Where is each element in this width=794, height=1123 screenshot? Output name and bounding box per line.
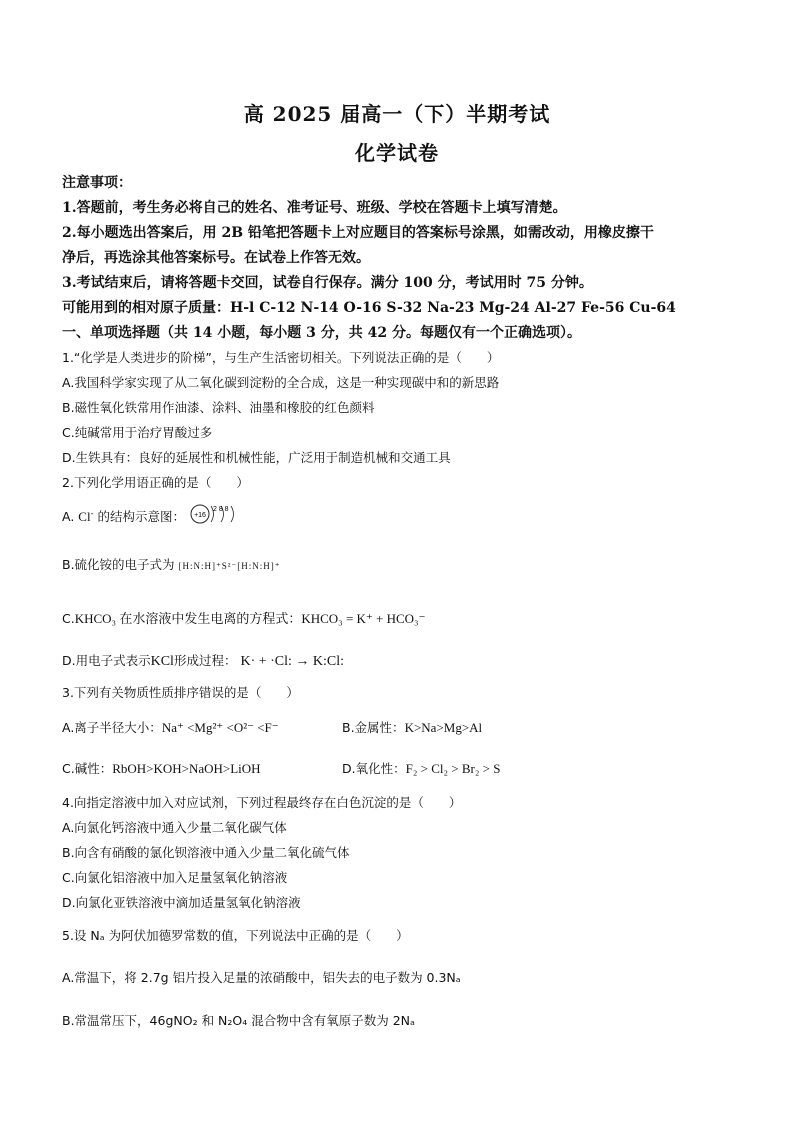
q3-c-value: RbOH>KOH>NaOH>LiOH — [112, 761, 261, 776]
q2-c-prefix: C. — [62, 611, 75, 626]
q3-option-d — [342, 760, 500, 778]
q3-b-label: B.金属性： — [342, 720, 405, 735]
q2-c-equation: KHCO₃ 在水溶液中发生电离的方程式：KHCO₃ = K⁺ + HCO₃⁻ — [74, 611, 426, 626]
q1-option-a: A.我国科学家实现了从二氧化碳到淀粉的全合成，这是一种实现碳中和的新思路 — [62, 375, 500, 390]
q3-d-label: D.氧化性： — [342, 761, 406, 776]
q4-option-d: D.向氯化亚铁溶液中滴加适量氢氧化钠溶液 — [62, 895, 301, 910]
ammonium-sulfide-electron-formula: [H:N:H]⁺S²⁻[H:N:H]⁺ — [178, 561, 281, 571]
q2-d-kcl: KCl — [150, 654, 174, 669]
notice-item-2-cont: 净后，再选涂其他答案标号。在试卷上作答无效。 — [62, 250, 370, 266]
electron-shells: 2 8 8 — [212, 506, 229, 513]
q5-stem: 5.设 Nₐ 为阿伏加德罗常数的值，下列说法中正确的是（ ） — [62, 928, 409, 943]
q3-option-b — [342, 719, 482, 737]
q2-d-prefix: D.用电子式表示 — [62, 653, 151, 668]
q4-option-c: C.向氯化铝溶液中加入足量氢氧化钠溶液 — [62, 870, 288, 885]
q3-option-a — [62, 719, 279, 737]
q5-option-a: A.常温下，将 2.7g 铝片投入足量的浓硝酸中，铝失去的电子数为 0.3Nₐ — [62, 970, 461, 985]
cl-ion-structure-diagram — [189, 503, 259, 532]
q2-option-c — [62, 610, 425, 628]
section-1-heading: 一、单项选择题（共 14 小题，每小题 3 分，共 42 分。每题仅有一个正确选项）。 — [62, 325, 581, 341]
exam-title: 高 2025 届高一（下）半期考试 — [243, 102, 551, 126]
q2-a-charge: - — [90, 508, 94, 518]
q2-option-a — [62, 503, 259, 532]
q3-b-value: K>Na>Mg>Al — [404, 720, 483, 735]
nucleus-charge: +16 — [194, 512, 206, 519]
q4-option-a: A.向氯化钙溶液中通入少量二氧化碳气体 — [62, 820, 287, 835]
notice-item-1: 1.答题前，考生务必将自己的姓名、准考证号、班级、学校在答题卡上填写清楚。 — [62, 200, 567, 216]
q1-option-c: C.纯碱常用于治疗胃酸过多 — [62, 425, 213, 440]
q2-b-text: B.硫化铵的电子式为 — [62, 557, 175, 572]
q3-option-c — [62, 760, 261, 778]
q3-a-value: Na⁺ <Mg²⁺ <O²⁻ <F⁻ — [161, 720, 279, 735]
q1-option-d: D.生铁具有：良好的延展性和机械性能，广泛用于制造机械和交通工具 — [62, 450, 451, 465]
notice-heading: 注意事项： — [62, 175, 132, 191]
q2-a-text: 的结构示意图： — [97, 509, 185, 524]
q3-c-label: C.碱性： — [62, 761, 113, 776]
q2-stem: 2.下列化学用语正确的是（ ） — [62, 475, 249, 490]
q5-option-b: B.常温常压下，46gNO₂ 和 N₂O₄ 混合物中含有氧原子数为 2Nₐ — [62, 1013, 415, 1028]
kcl-formation-process: K· + ·Cl: → K:Cl: — [240, 654, 345, 669]
notice-item-2: 2.每小题选出答案后，用 2B 铅笔把答题卡上对应题目的答案标号涂黑，如需改动，用橡皮擦干 — [62, 225, 654, 241]
atomic-mass-line: 可能用到的相对原子质量：H-l C-12 N-14 O-16 S-32 Na-23 Mg-24 Al-27 Fe-56 Cu-64 — [62, 300, 676, 316]
q3-stem: 3.下列有关物质性质排序错误的是（ ） — [62, 685, 299, 700]
q3-a-label: A.离子半径大小： — [62, 720, 162, 735]
q2-a-prefix: A. — [62, 509, 75, 524]
q4-option-b: B.向含有硝酸的氯化钡溶液中通入少量二氧化硫气体 — [62, 845, 350, 860]
notice-item-3: 3.考试结束后，请将答题卡交回，试卷自行保存。满分 100 分，考试用时 75 分钟。 — [62, 275, 593, 291]
q2-option-b — [62, 556, 281, 575]
q1-option-b: B.磁性氧化铁常用作油漆、涂料、油墨和橡胶的红色颜料 — [62, 400, 375, 415]
q2-a-ion: Cl — [78, 509, 91, 524]
q3-d-value: F₂ > Cl₂ > Br₂ > S — [405, 761, 501, 776]
q4-stem: 4.向指定溶液中加入对应试剂，下列过程最终存在白色沉淀的是（ ） — [62, 795, 462, 810]
q2-d-text: 形成过程： — [173, 653, 237, 668]
q2-option-d — [62, 652, 344, 671]
exam-subtitle: 化学试卷 — [355, 141, 439, 165]
q1-stem: 1.“化学是人类进步的阶梯”，与生产生活密切相关。下列说法正确的是（ ） — [62, 350, 500, 365]
